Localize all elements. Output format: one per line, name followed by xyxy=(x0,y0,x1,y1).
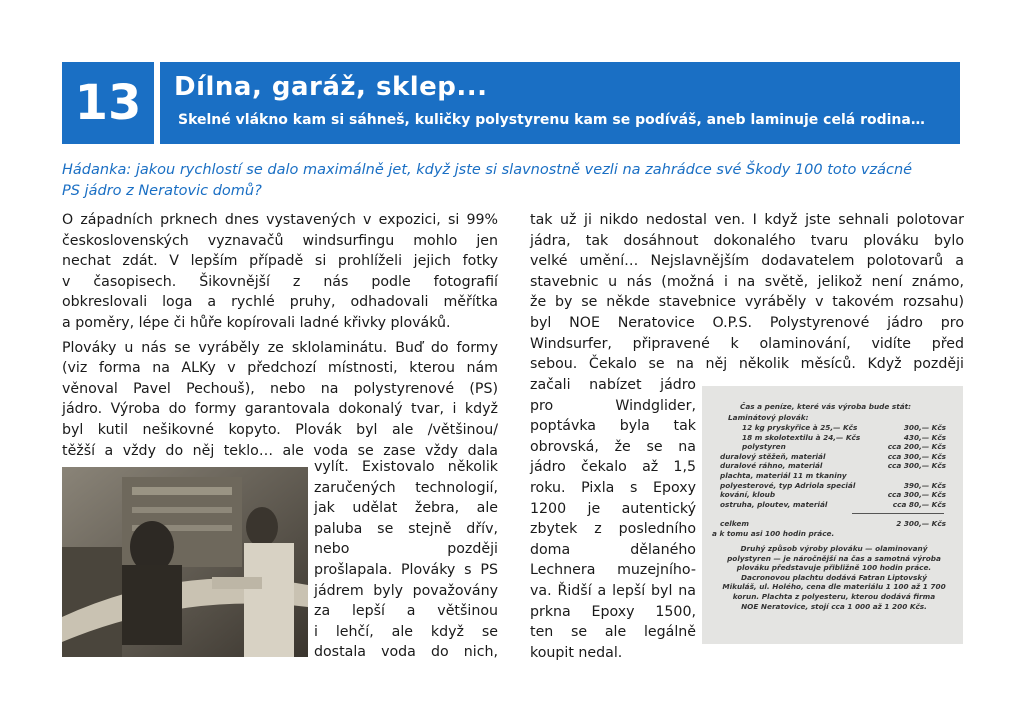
text-line: tak už ji nikdo nedostal ven. I když jste sehnali polotovar xyxy=(530,212,964,228)
text-line: a poměry, lépe či hůře kopírovali ladné křivky plováků. xyxy=(62,314,451,331)
receipt-heading: Čas a peníze, které vás výroba bude stát: xyxy=(740,402,912,411)
text-line: nebo později xyxy=(314,541,498,558)
receipt-item xyxy=(720,490,946,500)
receipt-item-price: cca 300,— Kčs xyxy=(887,461,946,471)
right-column-text xyxy=(530,210,964,375)
receipt-note-line: NOE Neratovice, stojí cca 1 000 až 1 200 Kčs. xyxy=(741,601,927,611)
text-line: jak udělat žebra, ale xyxy=(314,500,498,517)
receipt-item-label: polystyren xyxy=(742,442,786,452)
text-line: velké umění… Nejslavnějším dodavatelem polotovarů a xyxy=(530,253,964,270)
text-line: věnoval Pavel Pechouš), nebo na polystyrenové (PS) xyxy=(62,380,498,397)
text-line: va. Řidší a lepší byl na xyxy=(530,582,696,599)
text-line: začali nabízet jádro xyxy=(530,377,696,393)
workshop-photo-icon xyxy=(62,467,308,657)
text-line: že by se někde stavebnice vyráběly v takovém rozsahu) xyxy=(530,294,964,311)
text-line: nechat zdát. V lepším případě si prohlíželi jejich fotky xyxy=(62,253,498,270)
text-line: dostala voda do nich, xyxy=(314,644,498,661)
text-line: i lehčí, ale když se xyxy=(314,623,498,640)
text-line: obrovská, že se na xyxy=(530,438,696,455)
receipt-total-label: celkem xyxy=(720,519,749,528)
receipt-item-label: duralový stěžeň, materiál xyxy=(720,451,826,461)
text-line: těžší a vždy do něj teklo… ale voda se zase vždy dala xyxy=(62,442,498,459)
text-line: ten se ale legálně xyxy=(530,624,696,641)
text-line: roku. Pixla s Epoxy xyxy=(530,479,696,496)
riddle-text xyxy=(62,160,962,202)
text-line: (viz forma na ALKy v předchozí místnosti, kterou nám xyxy=(62,360,498,377)
receipt-item-price: 300,— Kčs xyxy=(903,423,946,432)
receipt-item-label: kování, kloub xyxy=(720,490,776,500)
receipt-total xyxy=(720,519,946,529)
receipt-item-price: cca 300,— Kčs xyxy=(887,451,946,461)
text-line: za lepší a většinou xyxy=(314,603,498,620)
receipt-item-price: cca 200,— Kčs xyxy=(887,442,946,452)
receipt-divider xyxy=(852,513,944,514)
receipt-item-label: 12 kg pryskyřice à 25,— Kčs xyxy=(742,423,858,432)
receipt-item-price: cca 80,— Kčs xyxy=(892,499,946,509)
text-line: v časopisech. Šikovnější z nás podle fotografií xyxy=(62,273,498,290)
text-line: Lechnera muzejního- xyxy=(530,562,696,579)
chapter-number: 13 xyxy=(62,62,154,144)
receipt-item-label: plachta, materiál 11 m tkaniny xyxy=(720,470,847,480)
cost-receipt-scan xyxy=(702,386,963,644)
left-column-text xyxy=(62,210,498,461)
receipt-item-price: 390,— Kčs xyxy=(903,480,946,490)
receipt-total-note: a k tomu asi 100 hodin práce. xyxy=(712,529,835,538)
receipt-note-line: korun. Plachta z polyesteru, kterou dodává firma xyxy=(732,591,936,601)
text-line: 1200 je autentický xyxy=(530,500,696,517)
text-line: prkna Epoxy 1500, xyxy=(530,603,696,620)
receipt-items xyxy=(720,423,946,509)
receipt-note-line: Dacronovou plachtu dodává Fatran Liptovský xyxy=(740,572,928,582)
title-banner xyxy=(160,62,960,144)
text-line: jádro. Výroba do formy garantovala dokonalý tvar, i když xyxy=(62,401,498,418)
receipt-item xyxy=(720,452,946,462)
text-line: O západních prknech dnes vystavených v expozici, si 99% xyxy=(62,212,498,228)
text-line: jádro čekalo až 1,5 xyxy=(530,459,696,476)
receipt-item-label: 18 m skolotextilu à 24,— Kčs xyxy=(742,432,861,442)
text-line: paluba se stejně dřív, xyxy=(314,520,498,537)
receipt-item xyxy=(720,471,946,481)
receipt-item xyxy=(720,423,946,433)
text-line: obkreslovali loga a rychlé pruhy, odhadovali měřítka xyxy=(62,294,498,311)
text-line: zaručených technologií, xyxy=(314,479,498,496)
text-line: byl NOE Neratovice O.P.S. Polystyrenové jádro pro xyxy=(530,314,964,331)
receipt-item-label: ostruha, ploutev, materiál xyxy=(720,499,828,509)
riddle-line: PS jádro z Neratovic domů? xyxy=(62,183,262,199)
text-line: koupit nedal. xyxy=(530,644,623,661)
page-subtitle: Skelné vlákno kam si sáhneš, kuličky polystyrenu kam se podíváš, aneb laminuje celá rodina… xyxy=(178,112,925,128)
text-line: jádrem byly považovány xyxy=(314,582,498,599)
receipt-subheading: Laminátový plovák: xyxy=(728,413,809,422)
text-line: stavebnic u nás (možná i na světě, jelikož není známo, xyxy=(530,273,964,290)
receipt-item-price: cca 300,— Kčs xyxy=(887,490,946,500)
text-line: prošlapala. Plováky s PS xyxy=(314,561,498,578)
text-line: sebou. Čekalo se na něj několik měsíců. Když později xyxy=(530,356,964,373)
text-line: pro Windglider, xyxy=(530,397,696,414)
text-line: Windsurfer, připravené k olaminování, vidíte před xyxy=(530,335,964,352)
text-line: vylít. Existovalo několik xyxy=(314,459,498,475)
receipt-total-price: 2 300,— Kčs xyxy=(896,519,946,528)
receipt-item xyxy=(720,500,946,510)
text-line: doma dělaného xyxy=(530,541,696,558)
receipt-item xyxy=(720,481,946,491)
left-wrap-text xyxy=(314,457,498,663)
receipt-note-line: Mikuláš, ul. Holého, cena dle materiálu 1 100 až 1 700 xyxy=(722,582,946,592)
receipt-item xyxy=(720,433,946,443)
text-line: zbytek z posledního xyxy=(530,521,696,538)
receipt-item xyxy=(720,442,946,452)
receipt-note-line: polystyren — je náročnější na čas a samotná výroba xyxy=(727,553,941,563)
text-line: byl kutil nešikovné kopyto. Plovák byl ale /většinou/ xyxy=(62,421,498,438)
right-wrap-text xyxy=(530,375,696,663)
text-line: Plováky u nás se vyráběly ze sklolaminátu. Buď do formy xyxy=(62,339,498,356)
receipt-item xyxy=(720,461,946,471)
workshop-photo xyxy=(62,467,308,657)
riddle-line: Hádanka: jakou rychlostí se dalo maximálně jet, když jste si slavnostně vezli na zahrádce své Škody 100 toto vzácné xyxy=(62,162,913,178)
receipt-note-line: Druhý způsob výroby plováku — olaminovaný xyxy=(740,544,928,553)
receipt-note-line: plováku představuje přibližně 100 hodin práce. xyxy=(736,563,932,573)
receipt-item-price: 430,— Kčs xyxy=(903,432,946,442)
text-line: československých vyznavačů windsurfingu mohlo jen xyxy=(62,232,498,249)
receipt-item-label: polyesterové, typ Adriola speciál xyxy=(720,480,856,490)
text-line: jádra, tak dosáhnout dokonalého tvaru plováku bylo xyxy=(530,232,964,249)
receipt-notes xyxy=(714,544,954,611)
text-line: poptávka byla tak xyxy=(530,418,696,435)
page-title: Dílna, garáž, sklep... xyxy=(174,72,488,102)
receipt-item-label: duralové ráhno, materiál xyxy=(720,461,823,471)
